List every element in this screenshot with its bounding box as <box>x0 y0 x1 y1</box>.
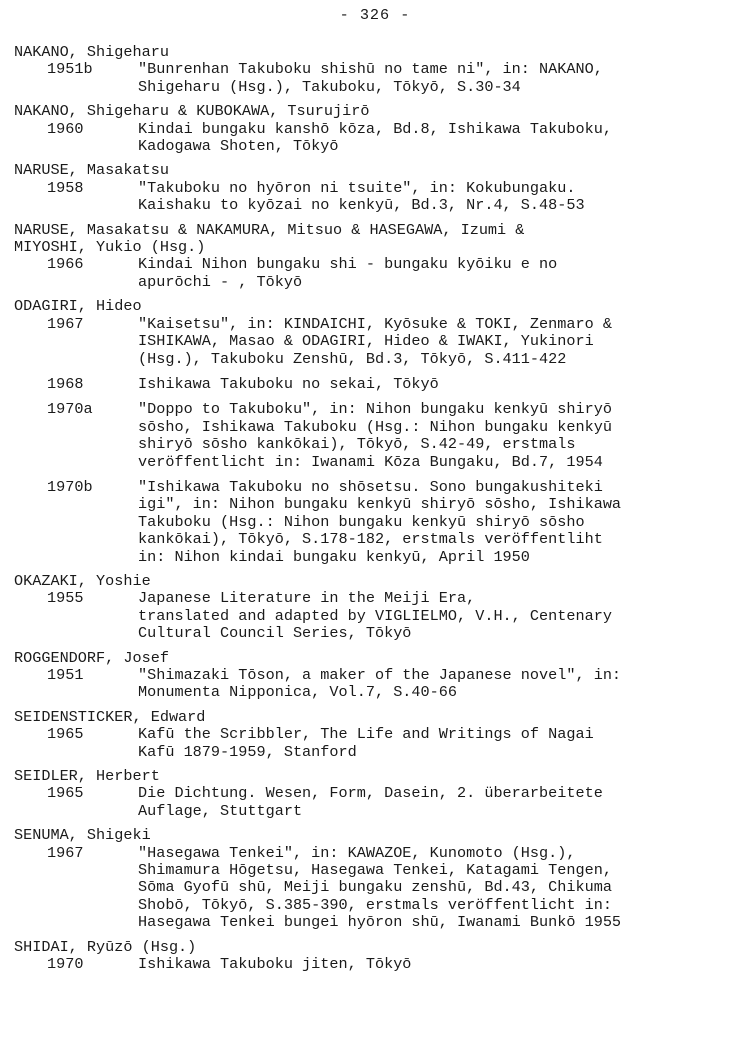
citation-line: shiryō sōsho kankōkai), Tōkyō, S.42-49, erstmals <box>138 435 576 454</box>
work-item <box>14 590 746 642</box>
citation-line: Ishikawa Takuboku jiten, Tōkyō <box>138 955 412 974</box>
work-citation <box>138 376 746 393</box>
bibliography-entry <box>14 222 746 292</box>
citation-line: Cultural Council Series, Tōkyō <box>138 624 412 643</box>
author-name: NARUSE, Masakatsu <box>14 161 169 180</box>
author-name: SENUMA, Shigeki <box>14 826 151 845</box>
work-item <box>14 845 746 932</box>
bibliography-entry <box>14 650 746 702</box>
work-item <box>14 316 746 368</box>
work-citation <box>138 726 746 761</box>
citation-line: Kafū the Scribbler, The Life and Writings of Nagai <box>138 725 594 744</box>
work-citation <box>138 61 746 96</box>
author-name: NARUSE, Masakatsu & NAKAMURA, Mitsuo & HASEGAWA, Izumi & MIYOSHI, Yukio (Hsg.) <box>14 220 525 257</box>
citation-line: Ishikawa Takuboku no sekai, Tōkyō <box>138 374 439 393</box>
bibliography-entry <box>14 103 746 155</box>
work-citation <box>138 121 746 156</box>
work-year: 1970a <box>47 400 93 419</box>
citation-line: Kindai Nihon bungaku shi - bungaku kyōiku e no <box>138 255 558 274</box>
citation-line: Takuboku (Hsg.: Nihon bungaku kenkyū shiryō sōsho <box>138 512 585 531</box>
bibliography-list <box>14 44 746 981</box>
citation-line: (Hsg.), Takuboku Zenshū, Bd.3, Tōkyō, S.411-422 <box>138 349 567 368</box>
work-year: 1955 <box>47 589 84 608</box>
work-year: 1970b <box>47 477 93 496</box>
work-item <box>14 121 746 156</box>
work-citation <box>138 785 746 820</box>
author-name: SEIDLER, Herbert <box>14 767 160 786</box>
work-citation <box>138 956 746 973</box>
citation-line: translated and adapted by VIGLIELMO, V.H., Centenary <box>138 606 612 625</box>
bibliography-entry <box>14 162 746 214</box>
work-citation <box>138 667 746 702</box>
citation-line: Kindai bungaku kanshō kōza, Bd.8, Ishikawa Takuboku, <box>138 119 612 138</box>
citation-line: "Doppo to Takuboku", in: Nihon bungaku kenkyū shiryō <box>138 400 612 419</box>
work-citation <box>138 479 746 566</box>
citation-line: Shigeharu (Hsg.), Takuboku, Tōkyō, S.30-34 <box>138 77 521 96</box>
bibliography-entry <box>14 298 746 566</box>
author-name: NAKANO, Shigeharu <box>14 43 169 61</box>
author-name: OKAZAKI, Yoshie <box>14 571 151 590</box>
citation-line: Kaishaku to kyōzai no kenkyū, Bd.3, Nr.4, S.48-53 <box>138 196 585 215</box>
citation-line: Kadogawa Shoten, Tōkyō <box>138 137 339 156</box>
citation-line: ISHIKAWA, Masao & ODAGIRI, Hideo & IWAKI, Yukinori <box>138 332 594 351</box>
citation-line: in: Nihon kindai bungaku kenkyū, April 1950 <box>138 547 530 566</box>
citation-line: "Takuboku no hyōron ni tsuite", in: Kokubungaku. <box>138 178 576 197</box>
work-year: 1965 <box>47 784 84 803</box>
work-citation <box>138 401 746 471</box>
citation-line: apurōchi - , Tōkyō <box>138 272 303 291</box>
work-citation <box>138 845 746 932</box>
citation-line: Hasegawa Tenkei bungei hyōron shū, Iwanami Bunkō 1955 <box>138 913 622 932</box>
author-name: SHIDAI, Ryūzō (Hsg.) <box>14 937 197 956</box>
citation-line: Die Dichtung. Wesen, Form, Dasein, 2. überarbeitete <box>138 784 603 803</box>
work-year: 1967 <box>47 314 84 333</box>
bibliography-entry <box>14 709 746 761</box>
work-year: 1967 <box>47 843 84 862</box>
work-item <box>14 667 746 702</box>
citation-line: Shobō, Tōkyō, S.385-390, erstmals veröffentlicht in: <box>138 895 612 914</box>
bibliography-entry <box>14 573 746 643</box>
work-item <box>14 479 746 566</box>
citation-line: Shimamura Hōgetsu, Hasegawa Tenkei, Katagami Tengen, <box>138 861 612 880</box>
work-year: 1968 <box>47 374 84 393</box>
work-year: 1958 <box>47 178 84 197</box>
work-item <box>14 956 746 973</box>
work-year: 1960 <box>47 119 84 138</box>
citation-line: "Ishikawa Takuboku no shōsetsu. Sono bungakushiteki <box>138 477 603 496</box>
work-item <box>14 180 746 215</box>
work-citation <box>138 180 746 215</box>
citation-line: "Kaisetsu", in: KINDAICHI, Kyōsuke & TOKI, Zenmaro & <box>138 314 612 333</box>
bibliography-entry <box>14 827 746 931</box>
work-year: 1965 <box>47 725 84 744</box>
work-citation <box>138 590 746 642</box>
work-year: 1970 <box>47 955 84 974</box>
citation-line: Auflage, Stuttgart <box>138 801 303 820</box>
author-name: NAKANO, Shigeharu & KUBOKAWA, Tsurujirō <box>14 102 370 121</box>
citation-line: "Shimazaki Tōson, a maker of the Japanese novel", in: <box>138 666 622 684</box>
work-item <box>14 785 746 820</box>
author-name: SEIDENSTICKER, Edward <box>14 707 206 726</box>
citation-line: Monumenta Nipponica, Vol.7, S.40-66 <box>138 683 457 702</box>
citation-line: igi", in: Nihon bungaku kenkyū shiryō sōsho, Ishikawa <box>138 495 622 514</box>
work-item <box>14 376 746 393</box>
work-citation <box>138 256 746 291</box>
work-year: 1966 <box>47 255 84 274</box>
work-item <box>14 401 746 471</box>
author-name: ODAGIRI, Hideo <box>14 297 142 316</box>
citation-line: "Hasegawa Tenkei", in: KAWAZOE, Kunomoto (Hsg.), <box>138 843 576 862</box>
citation-line: Kafū 1879-1959, Stanford <box>138 742 357 761</box>
citation-line: kankōkai), Tōkyō, S.178-182, erstmals veröffentliht <box>138 530 603 549</box>
work-citation <box>138 316 746 368</box>
citation-line: veröffentlicht in: Iwanami Kōza Bungaku, Bd.7, 1954 <box>138 452 603 471</box>
author-name: ROGGENDORF, Josef <box>14 648 169 667</box>
page-number: - 326 - <box>339 6 411 24</box>
citation-line: sōsho, Ishikawa Takuboku (Hsg.: Nihon bungaku kenkyū <box>138 417 612 436</box>
citation-line: "Bunrenhan Takuboku shishū no tame ni", in: NAKANO, <box>138 60 603 79</box>
work-year: 1951 <box>47 666 84 684</box>
bibliography-entry <box>14 939 746 974</box>
bibliography-entry <box>14 768 746 820</box>
work-item <box>14 61 746 96</box>
citation-line: Japanese Literature in the Meiji Era, <box>138 589 476 608</box>
work-item <box>14 256 746 291</box>
bibliography-entry <box>14 44 746 96</box>
work-item <box>14 726 746 761</box>
work-year: 1951b <box>47 60 93 79</box>
citation-line: Sōma Gyofū shū, Meiji bungaku zenshū, Bd.43, Chikuma <box>138 878 612 897</box>
